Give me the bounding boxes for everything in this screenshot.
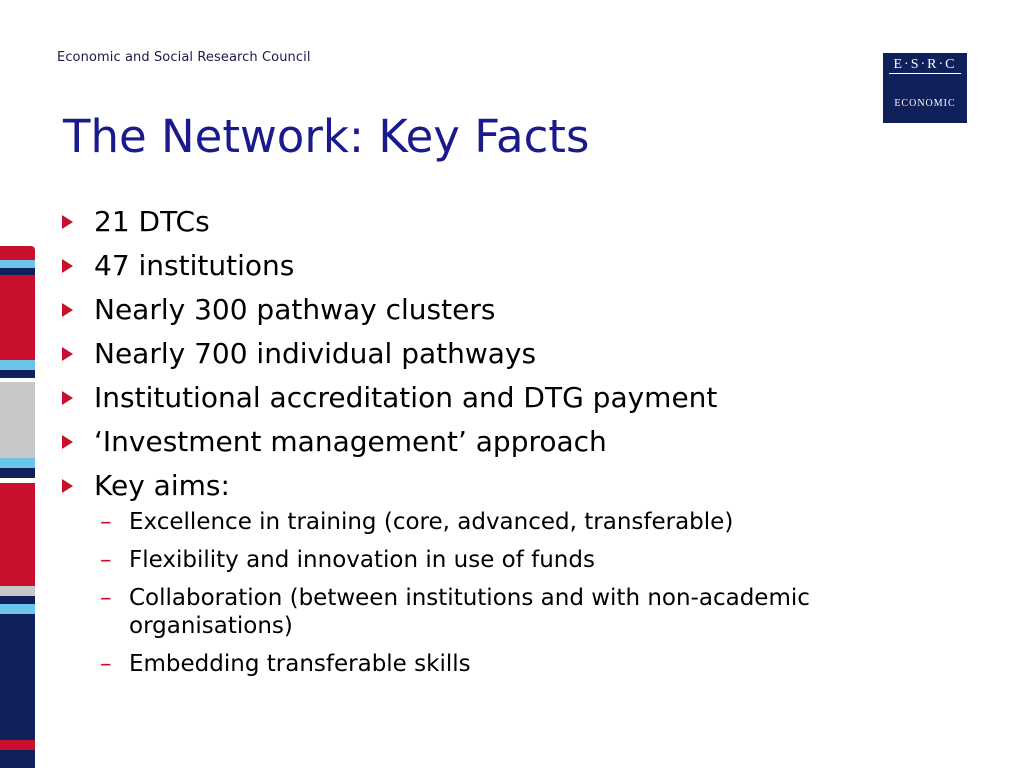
logo-line-4: COUNCIL <box>899 197 951 208</box>
bullet-text: Key aims: <box>94 469 230 502</box>
stripe-light-blue <box>0 360 35 370</box>
sub-bullet-item <box>100 584 920 640</box>
slide-title: The Network: Key Facts <box>63 110 590 163</box>
sub-bullet-text: Excellence in training (core, advanced, transferable) <box>129 509 734 535</box>
decorative-side-stripes <box>0 246 35 768</box>
sub-bullet-text: Flexibility and innovation in use of funds <box>129 547 595 573</box>
logo-line-3: RESEARCH <box>894 164 956 175</box>
bullet-item <box>62 244 962 288</box>
stripe-navy <box>0 614 35 740</box>
dash-icon: – <box>100 547 112 573</box>
stripe-red <box>0 275 35 360</box>
dash-icon: – <box>100 585 112 611</box>
logo-line-2: & SOCIAL <box>897 131 953 142</box>
bullet-arrow-icon <box>62 215 73 229</box>
esrc-logo <box>883 53 967 208</box>
bullet-item <box>62 420 962 464</box>
bullet-arrow-icon <box>62 391 73 405</box>
bullet-text: Nearly 300 pathway clusters <box>94 293 496 326</box>
dash-icon: – <box>100 509 112 535</box>
logo-divider <box>889 73 961 74</box>
bullet-arrow-icon <box>62 259 73 273</box>
org-name-header: Economic and Social Research Council <box>57 50 311 65</box>
bullet-text: 21 DTCs <box>94 205 210 238</box>
sub-bullet-list <box>100 508 920 688</box>
stripe-red <box>0 246 35 260</box>
bullet-list <box>62 200 962 508</box>
sub-bullet-text: Embedding transferable skills <box>129 651 471 677</box>
bullet-text: Institutional accreditation and DTG payment <box>94 381 718 414</box>
bullet-arrow-icon <box>62 303 73 317</box>
stripe-grey <box>0 382 35 458</box>
stripe-light-blue <box>0 260 35 268</box>
bullet-arrow-icon <box>62 347 73 361</box>
stripe-light-blue <box>0 458 35 468</box>
sub-bullet-item <box>100 508 920 536</box>
bullet-arrow-icon <box>62 479 73 493</box>
bullet-text: Nearly 700 individual pathways <box>94 337 537 370</box>
sub-bullet-item <box>100 650 920 678</box>
stripe-navy <box>0 268 35 275</box>
dash-icon: – <box>100 651 112 677</box>
stripe-navy <box>0 596 35 604</box>
stripe-grey <box>0 586 35 596</box>
sub-bullet-item <box>100 546 920 574</box>
bullet-item <box>62 332 962 376</box>
bullet-arrow-icon <box>62 435 73 449</box>
bullet-item <box>62 288 962 332</box>
logo-line-1: ECONOMIC <box>894 98 956 109</box>
bullet-text: 47 institutions <box>94 249 295 282</box>
bullet-item <box>62 464 962 508</box>
logo-acronym: E·S·R·C <box>893 57 957 72</box>
bullet-item <box>62 200 962 244</box>
stripe-light-blue <box>0 604 35 614</box>
bullet-item <box>62 376 962 420</box>
stripe-red <box>0 483 35 586</box>
bullet-text: ‘Investment management’ approach <box>94 425 607 458</box>
stripe-navy <box>0 750 35 768</box>
stripe-navy <box>0 468 35 478</box>
sub-bullet-text: Collaboration (between institutions and with non-academic organisations) <box>129 585 810 639</box>
stripe-navy <box>0 370 35 378</box>
stripe-red <box>0 740 35 750</box>
